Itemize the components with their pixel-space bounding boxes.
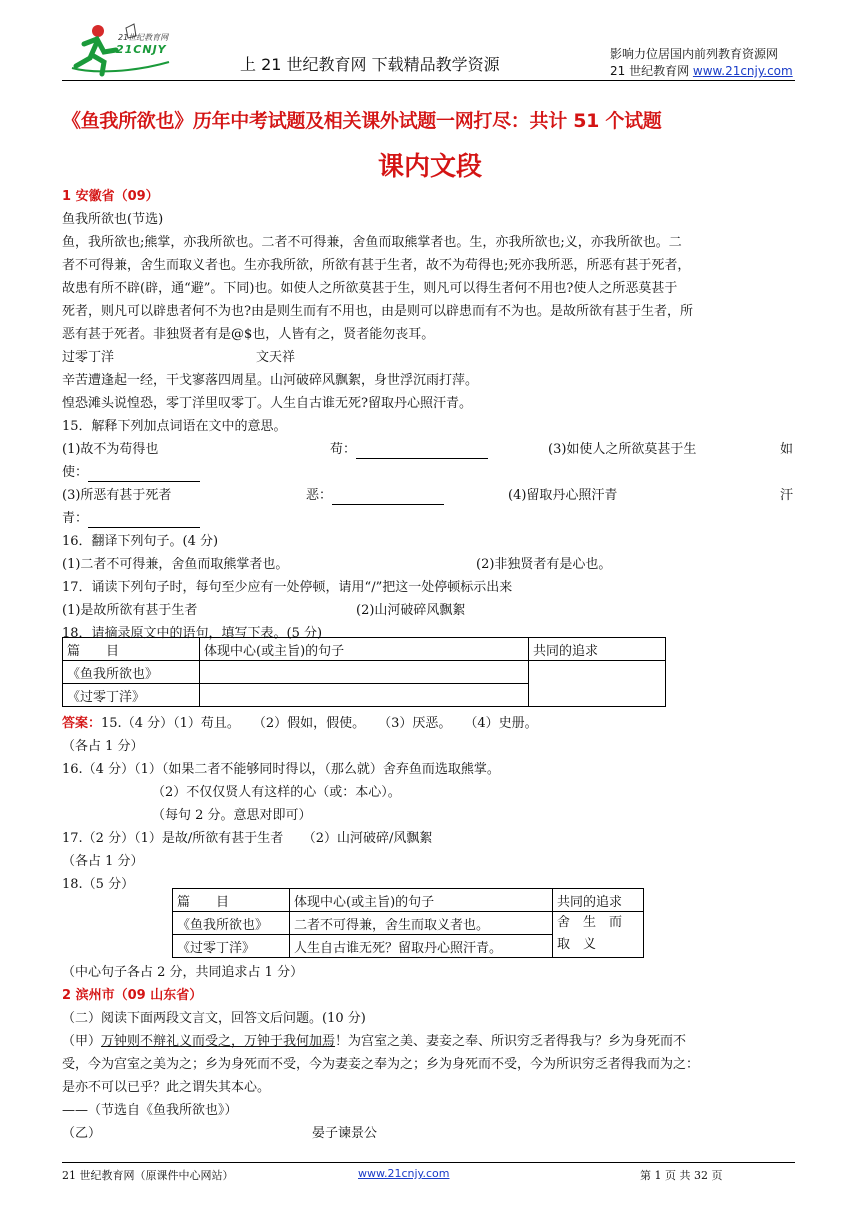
table-header: 篇 目 xyxy=(173,889,290,912)
q15-item1-answer xyxy=(330,441,488,459)
page-title: 《鱼我所欲也》历年中考试题及相关课外试题一网打尽：共计 51 个试题 xyxy=(62,110,662,132)
answer-16: 16.（4 分）（1）（如果二者不能够同时得以，（那么就）舍弃鱼而选取熊掌。 xyxy=(62,762,500,777)
answer-label: 答案： xyxy=(62,716,102,731)
poem-title: 过零丁洋 xyxy=(62,350,115,365)
section2-heading: 2 滨州市（09 山东省） xyxy=(62,988,203,1003)
question-15: 15．解释下列加点词语在文中的意思。 xyxy=(62,419,287,434)
question-16: 16．翻译下列句子。(4 分) xyxy=(62,534,219,549)
q15-item4-label: 青： xyxy=(62,511,89,526)
table-cell: 《过零丁洋》 xyxy=(63,684,200,707)
table-header: 共同的追求 xyxy=(553,889,644,912)
q16-item1: (1)二者不可得兼，舍鱼而取熊掌者也。 xyxy=(62,557,289,572)
answer-blank[interactable] xyxy=(88,513,200,528)
header-right-line1: 影响力位居国内前列教育资源网 xyxy=(610,47,779,61)
table-header: 体现中心(或主旨)的句子 xyxy=(290,889,553,912)
table-cell: 二者不可得兼，舍生而取义者也。 xyxy=(290,912,553,935)
header-right-line2 xyxy=(610,62,793,79)
answer-18: 18.（5 分） xyxy=(62,877,135,892)
q15-item3: (3)所恶有甚于死者 xyxy=(62,488,172,503)
table-header: 共同的追求 xyxy=(529,638,666,661)
header-right-prefix: 21 世纪教育网 xyxy=(610,64,693,78)
q15-item2-wrap: 如 xyxy=(780,442,794,457)
q17-item2: (2)山河破碎风飘絮 xyxy=(356,603,466,618)
answer-15 xyxy=(62,715,538,733)
footer-page: 第 1 页 共 32 页 xyxy=(640,1169,723,1182)
logo-cn: 21世纪教育网 xyxy=(118,33,169,42)
answer-15-text: 15.（4 分）（1）苟且。 （2）假如，假使。 （3）厌恶。 （4）史册。 xyxy=(101,716,538,731)
jia-source: ——（节选自《鱼我所欲也》） xyxy=(62,1103,238,1118)
q15-item1: (1)故不为苟得也 xyxy=(62,442,159,457)
q15-item3-label: 恶： xyxy=(306,488,333,503)
header-tagline: 上 21 世纪教育网 下载精品教学资源 xyxy=(240,55,500,74)
jia-rest: ！为宫室之美、妻妾之奉、所识穷乏者得我与？乡为身死而不 xyxy=(335,1034,687,1049)
yi-title: 晏子谏景公 xyxy=(312,1126,378,1141)
answer-blank[interactable] xyxy=(332,490,444,505)
q15-item4-wrap: 汗 xyxy=(780,488,794,503)
q16-item2: (2)非独贤者有是心也。 xyxy=(476,557,612,572)
answer-18-note: （中心句子各占 2 分，共同追求占 1 分） xyxy=(62,965,304,980)
yi-prefix: （乙） xyxy=(62,1126,102,1141)
jia-prefix: （甲） xyxy=(62,1034,102,1049)
answer-16-note: （每句 2 分。意思对即可） xyxy=(152,808,312,823)
answer-16b: （2）不仅仅贤人有这样的心（或：本心）。 xyxy=(152,785,401,800)
section1-heading: 1 安徽省（09） xyxy=(62,189,159,204)
jia-underlined: 万钟则不辩礼义而受之，万钟于我何加焉 xyxy=(101,1034,336,1049)
passage-line: 恶有甚于死者。非独贤者有是@$也，人皆有之，贤者能勿丧耳。 xyxy=(62,327,435,342)
passage-line: 死者，则凡可以辟患者何不为也?由是则生而有不用也，由是则可以辟患而有不为也。是故所欲有甚于生者，所 xyxy=(62,304,693,319)
poem-line: 惶恐滩头说惶恐，零丁洋里叹零丁。人生自古谁无死?留取丹心照汗青。 xyxy=(62,396,472,411)
passage-line: 者不可得兼，舍生而取义者也。生亦我所欲，所欲有甚于生者，故不为苟得也;死亦我所恶，所恶有甚于死者， xyxy=(62,258,691,273)
question-18: 18．请摘录原文中的语句，填写下表。(5 分) xyxy=(62,626,323,641)
table-cell: 人生自古谁无死？留取丹心照汗青。 xyxy=(290,935,553,958)
q17-item1: (1)是故所欲有甚于生者 xyxy=(62,603,198,618)
answer-17-note: （各占 1 分） xyxy=(62,854,144,869)
answer-cell[interactable] xyxy=(200,661,529,684)
section2-intro: （二）阅读下面两段文言文，回答文后问题。(10 分) xyxy=(62,1011,366,1026)
q15-item1-label: 苟： xyxy=(330,442,357,457)
passage-line: 鱼，我所欲也;熊掌，亦我所欲也。二者不可得兼，舍鱼而取熊掌者也。生，亦我所欲也;义，亦我所欲也。二 xyxy=(62,235,682,250)
answer-15-note: （各占 1 分） xyxy=(62,739,144,754)
question-17: 17．诵读下列句子时，每句至少应有一处停顿，请用“/”把这一处停顿标示出来 xyxy=(62,580,513,595)
poem-author: 文天祥 xyxy=(256,350,296,365)
q15-item2-answer xyxy=(62,464,200,482)
answer-blank[interactable] xyxy=(88,467,200,482)
footer-left: 21 世纪教育网（原课件中心网站） xyxy=(62,1169,234,1182)
table-cell: 舍 生 而 取 义 xyxy=(553,912,644,958)
q15-item3-answer xyxy=(306,487,444,505)
jia-line2: 受，今为宫室之美为之；乡为身死而不受，今为妻妾之奉为之；乡为身死而不受，今为所识穷乏者得我而为之： xyxy=(62,1057,700,1072)
table-cell: 《鱼我所欲也》 xyxy=(173,912,290,935)
table-cell: 《过零丁洋》 xyxy=(173,935,290,958)
table-cell: 《鱼我所欲也》 xyxy=(63,661,200,684)
answer-17: 17.（2 分）（1）是故/所欲有甚于生者 （2）山河破碎/风飘絮 xyxy=(62,831,433,846)
answer-cell[interactable] xyxy=(200,684,529,707)
passage-title: 鱼我所欲也(节选) xyxy=(62,212,164,227)
table-header: 体现中心(或主旨)的句子 xyxy=(200,638,529,661)
q15-item2-label: 使： xyxy=(62,465,89,480)
passage-line: 故患有所不辟(辟，通“避”。下同)也。如使人之所欲莫甚于生，则凡可以得生者何不用也?使人之所恶莫甚于 xyxy=(62,281,678,296)
q15-item2: (3)如使人之所欲莫甚于生 xyxy=(548,442,697,457)
table-header: 篇 目 xyxy=(63,638,200,661)
jia-line1 xyxy=(62,1033,686,1051)
answer-blank[interactable] xyxy=(356,444,488,459)
q15-item4: (4)留取丹心照汗青 xyxy=(508,488,618,503)
answer-cell[interactable] xyxy=(529,661,666,707)
footer-link[interactable]: www.21cnjy.com xyxy=(358,1167,450,1180)
header-divider xyxy=(62,80,795,81)
q15-item4-answer xyxy=(62,510,200,528)
poem-line: 辛苦遭逢起一经，干戈寥落四周星。山河破碎风飘絮，身世浮沉雨打萍。 xyxy=(62,373,479,388)
logo-en: 21CNJY xyxy=(116,43,167,56)
question-18-table xyxy=(62,637,666,707)
footer-divider xyxy=(62,1162,795,1163)
jia-line3: 是亦不可以已乎？此之谓失其本心。 xyxy=(62,1080,271,1095)
answer-18-table xyxy=(172,888,644,958)
header-site-link[interactable]: www.21cnjy.com xyxy=(692,64,793,78)
page-subtitle: 课内文段 xyxy=(377,152,482,182)
